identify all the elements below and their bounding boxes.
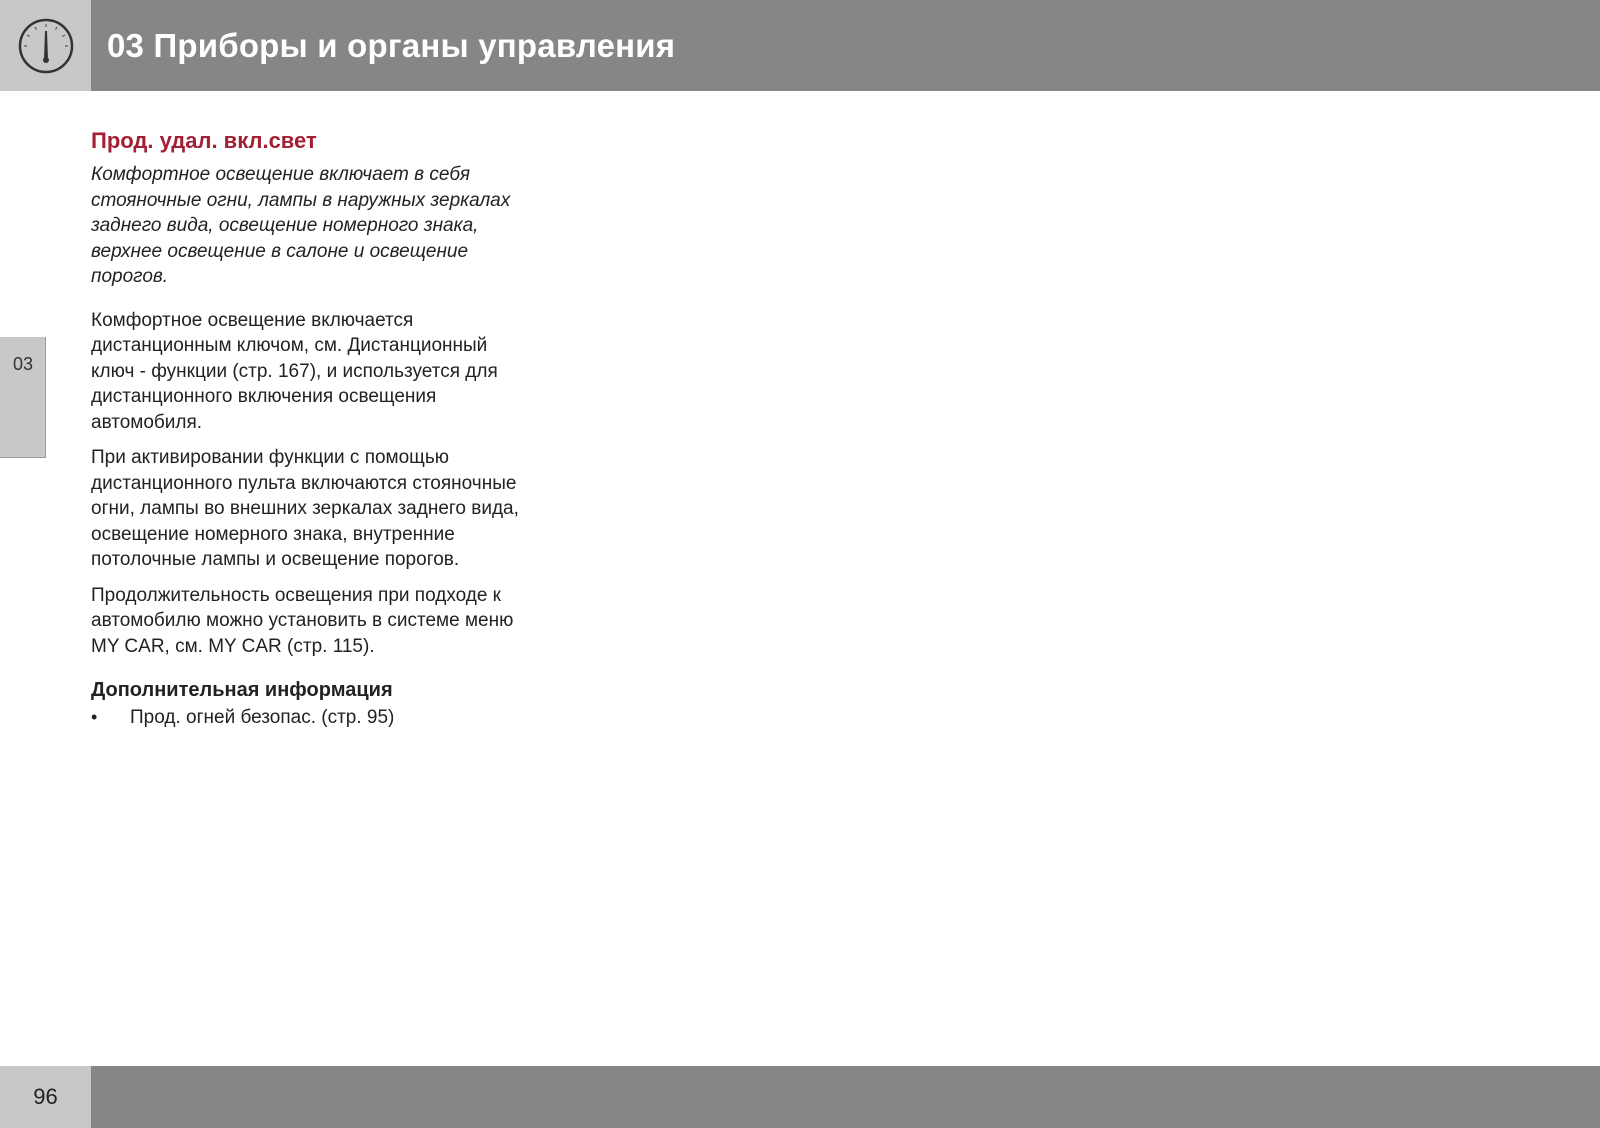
footer-bar [91,1066,1600,1128]
paragraph-remote-activation: Комфортное освещение включается дистанционным ключом, см. Дистанционный ключ - функции (стр. 167), и используется для дистанционного включения освещения автомобиля. [91,309,498,433]
gauge-icon [17,17,75,75]
section-intro: Комфортное освещение включает в себя стояночные огни, лампы в наружных зеркалах заднего вида, освещение номерного знака, верхнее освещение в салоне и освещение порогов. [91,164,511,287]
paragraph-duration-setting: Продолжительность освещения при подходе к автомобилю можно установить в системе меню MY CAR, см. MY CAR (стр. 115). [91,584,514,657]
more-info-list [91,705,531,731]
chapter-tab [0,337,46,458]
chapter-title: 03 Приборы и органы управления [107,26,676,64]
more-info-link[interactable]: Прод. огней безопас. (стр. 95) [130,707,395,728]
paragraph-activated-lights: При активировании функции с помощью дистанционного пульта включаются стояночные огни, лампы во внешних зеркалах заднего вида, освещение номерного знака, внутренние потолочные лампы и освещение порогов. [91,447,519,570]
list-item[interactable] [91,705,531,731]
page-number: 96 [33,1084,58,1109]
page-number-box [0,1066,91,1128]
header-title-bar [91,0,1600,91]
section-title: Прод. удал. вкл.свет [91,128,317,153]
main-content [91,126,531,731]
page-footer [0,1066,1600,1128]
bullet-icon: • [91,707,98,727]
chapter-tab-label: 03 [12,354,34,374]
chapter-icon-box [0,0,91,91]
page-header [0,0,1600,91]
more-info-heading: Дополнительная информация [91,679,393,701]
